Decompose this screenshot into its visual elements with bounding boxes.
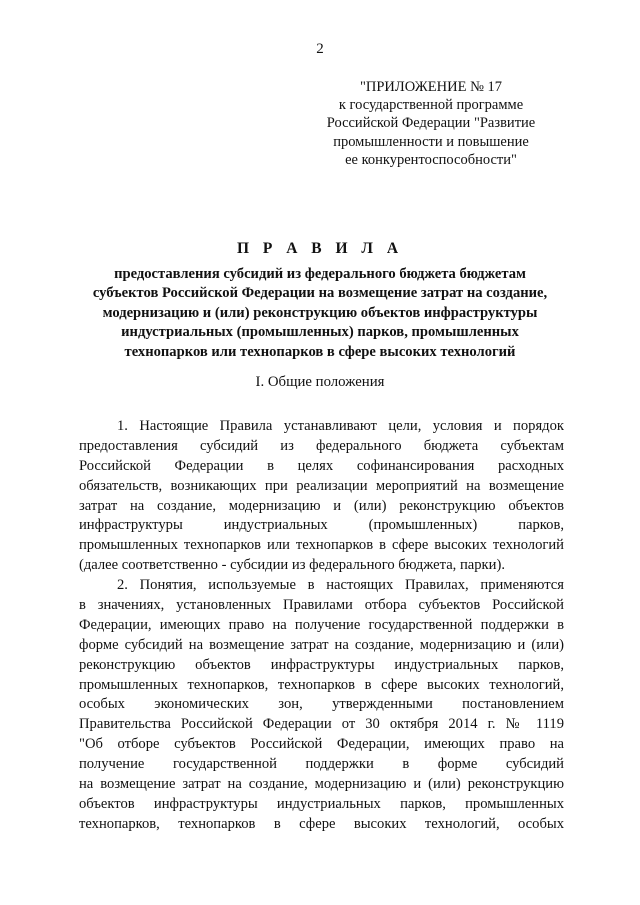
paragraph-line: промышленных технопарков, технопарков в сфере высоких технологий, (79, 676, 564, 693)
subtitle-line: индустриальных (промышленных) парков, промышленных (121, 324, 519, 341)
paragraph-line: промышленных технопарков или технопарков в сфере высоких технологий (79, 537, 564, 554)
subtitle-line: субъектов Российской Федерации на возмещение затрат на создание, (92, 285, 548, 302)
paragraph-line: технопарков, технопарков в сфере высоких технологий, особых (79, 815, 564, 832)
paragraph-line: обязательств, возникающих при реализации мероприятий на возмещение (79, 477, 564, 494)
appendix-line: промышленности и повышение (333, 133, 529, 150)
document-title: П Р А В И Л А (236, 240, 404, 257)
paragraph-line: инфраструктуры индустриальных (промышленных) парков, (79, 517, 564, 534)
paragraph-line: реконструкцию объектов инфраструктуры индустриальных парков, (79, 656, 564, 673)
appendix-line: к государственной программе (338, 97, 524, 114)
subtitle-line: технопарков или технопарков в сфере высоких технологий (124, 343, 516, 360)
paragraph-1 (79, 417, 564, 576)
appendix-line: "ПРИЛОЖЕНИЕ № 17 (359, 79, 503, 95)
paragraph-line: 1. Настоящие Правила устанавливают цели, условия и порядок (117, 418, 564, 434)
paragraph-line: особых экономических зон, утвержденными постановлением (79, 696, 564, 713)
appendix-line: ее конкурентоспособности" (345, 151, 517, 168)
paragraph-2 (79, 576, 564, 835)
paragraph-line: (далее соответственно - субсидии из федерального бюджета, парки). (79, 557, 505, 574)
paragraph-line: форме субсидий на возмещение затрат на создание, модернизацию и (или) (79, 636, 564, 653)
body-text (79, 417, 564, 835)
paragraph-line: на возмещение затрат на создание, модернизацию и (или) реконструкцию (79, 776, 564, 793)
paragraph-line: предоставления субсидий из федерального бюджета субъектам (79, 437, 564, 454)
paragraph-line: затрат на создание, модернизацию и (или) реконструкцию объектов (79, 497, 564, 514)
subtitle-line: модернизацию и (или) реконструкцию объектов инфраструктуры (102, 304, 538, 321)
paragraph-line: Федерации, имеющих право на получение государственной поддержки в (79, 616, 564, 633)
paragraph-line: объектов инфраструктуры индустриальных парков, промышленных (79, 795, 564, 812)
document-subtitle (60, 265, 580, 362)
paragraph-line: "Об отборе субъектов Российской Федерации, имеющих право на (79, 736, 564, 753)
paragraph-line: Правительства Российской Федерации от 30 октября 2014 г. № 1119 (79, 716, 564, 733)
paragraph-line: Российской Федерации в целях софинансирования расходных (79, 457, 564, 474)
subtitle-line: предоставления субсидий из федерального бюджета бюджетам (114, 266, 526, 282)
section-heading: I. Общие положения (255, 374, 385, 390)
paragraph-line: 2. Понятия, используемые в настоящих Правилах, применяются (117, 577, 564, 594)
paragraph-line: в значениях, установленных Правилами отбора субъектов Российской (79, 597, 564, 614)
page-number: 2 (316, 41, 324, 57)
appendix-line: Российской Федерации "Развитие (326, 115, 536, 132)
paragraph-line: получение государственной поддержки в форме субсидий (79, 756, 564, 773)
appendix-header (300, 78, 562, 169)
